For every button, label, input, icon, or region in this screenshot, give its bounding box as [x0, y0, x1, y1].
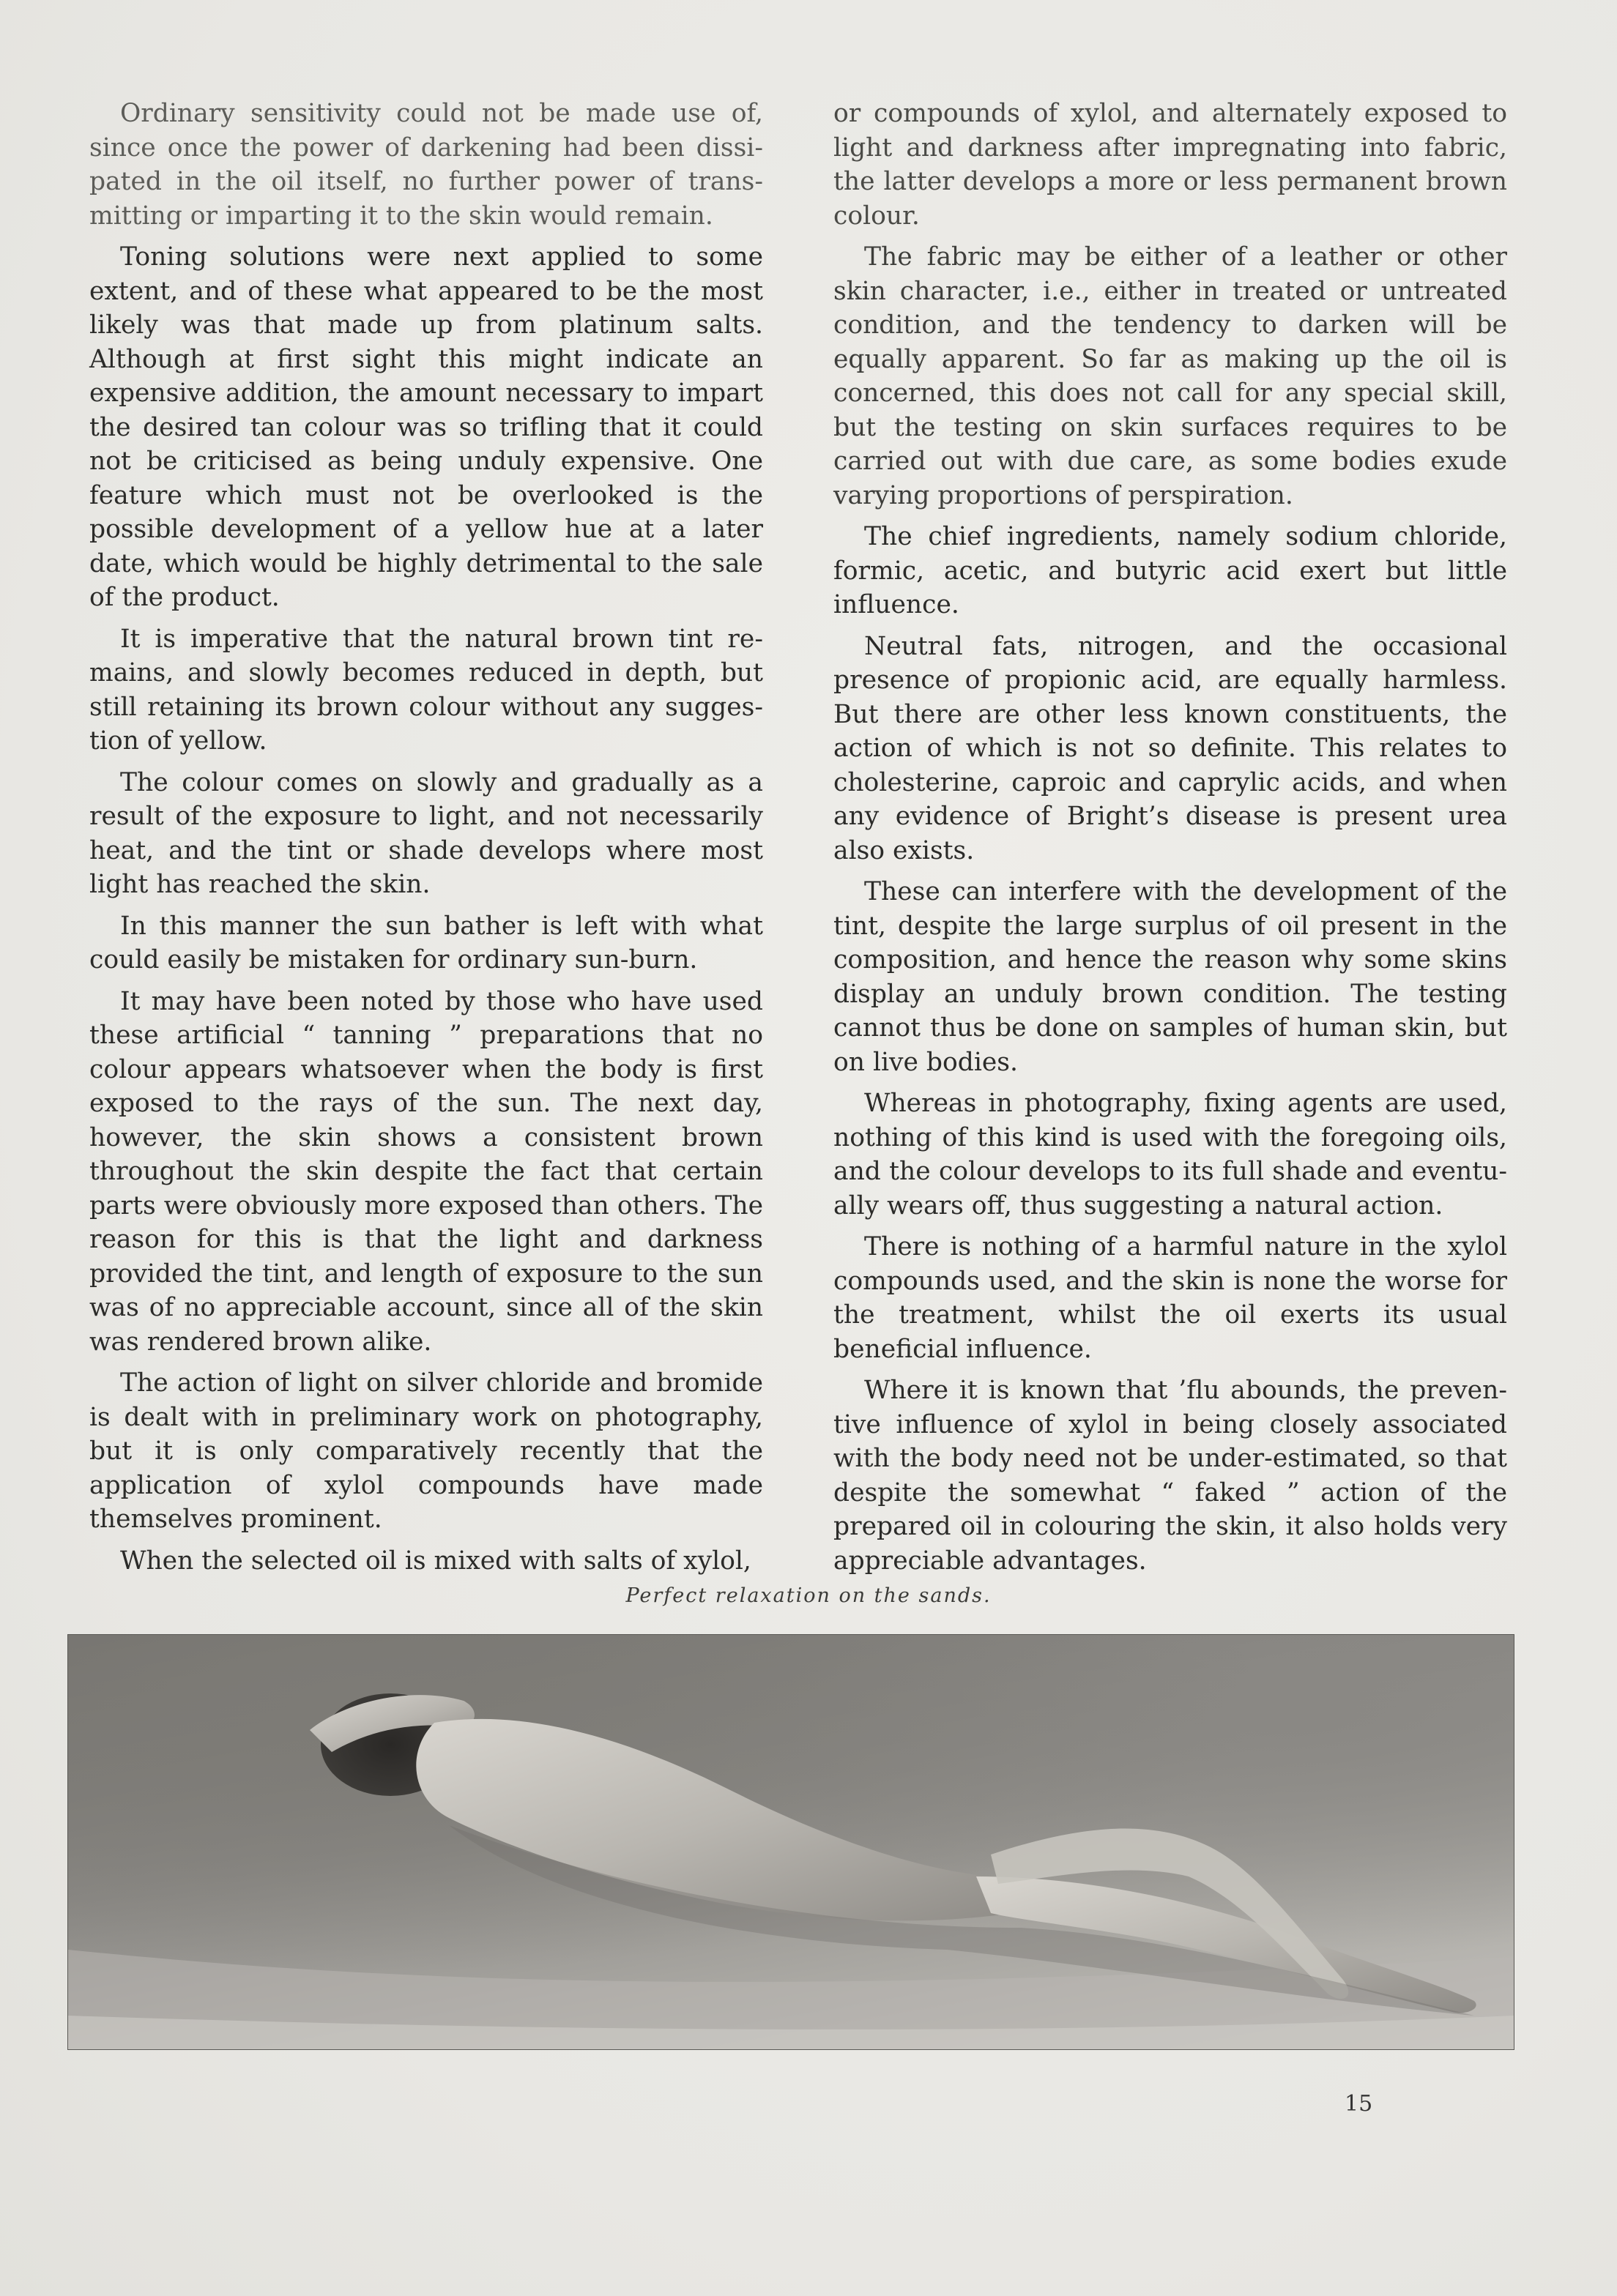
right-text-column — [833, 97, 1507, 1585]
photograph-reclining-figure-on-sand-icon — [68, 1635, 1514, 2049]
photograph — [67, 1634, 1514, 2050]
left-text-column — [89, 97, 763, 1585]
paragraph: These can interfere with the development of the tint, despite the large surplus of oil present in the composition, and hence the reason why some skins display an unduly brown condition. The testing cannot thus be done on samples of human skin, but on live bodies. — [833, 877, 1507, 1077]
paragraph: The action of light on silver chloride and bromide is dealt with in preliminary work on photography, but it is only comparatively recently that the application of xylol compounds have made themselves prominent. — [89, 1368, 763, 1534]
page-number: 15 — [1345, 2091, 1373, 2117]
paragraph: The colour comes on slowly and gradually as a result of the exposure to light, and not necessarily heat, and the tint or shade develops where most light has reached the skin. — [89, 767, 763, 899]
paragraph: Neutral fats, nitrogen, and the occasional presence of propionic acid, are equally harmless. But there are other less known constituents, the action of which is not so definite. This relates to cholesterine, caproic and caprylic acids, and when any evidence of Bright’s disease is present urea also exists. — [833, 631, 1507, 865]
paragraph: Where it is known that ’flu abounds, the preventive influence of xylol in being closely associated with the body need not be under-estimated, so that despite the somewhat “ faked ” action of the prepared oil in colouring the skin, it also holds very appreciable advantages. — [833, 1376, 1507, 1576]
paragraph: It is imperative that the natural brown tint remains, and slowly becomes reduced in depth, but still retaining its brown colour without any suggestion of yellow. — [89, 624, 763, 756]
paragraph: There is nothing of a harmful nature in the xylol compounds used, and the skin is none the worse for the treatment, whilst the oil exerts its usual beneficial influence. — [833, 1232, 1507, 1364]
paragraph: The chief ingredients, namely sodium chloride, formic, acetic, and butyric acid exert but little influence. — [833, 522, 1507, 619]
paragraph: or compounds of xylol, and alternately exposed to light and darkness after impregnating into fabric, the latter develops a more or less permanent brown colour. — [833, 99, 1507, 231]
paragraph: In this manner the sun bather is left with what could easily be mistaken for ordinary sun-burn. — [89, 911, 763, 974]
paragraph: When the selected oil is mixed with salts of xylol, — [120, 1546, 751, 1576]
paragraph: Ordinary sensitivity could not be made use of, since once the power of darkening had been dissipated in the oil itself, no further power of transmitting or imparting it to the skin would remain. — [89, 99, 763, 231]
paragraph: Toning solutions were next applied to some extent, and of these what appeared to be the most likely was that made up from platinum salts. Although at first sight this might indicate an expensive addition, the amount necessary to impart the desired tan colour was so trifling that it could not be criticised as being unduly expensive. One feature which must not be overlooked is the possible development of a yellow hue at a later date, which would be highly detrimental to the sale of the product. — [89, 242, 763, 612]
paragraph: The fabric may be either of a leather or other skin character, i.e., either in treated or untreated condition, and the tendency to darken will be equally apparent. So far as making up the oil is concerned, this does not call for any special skill, but the testing on skin surfaces requires to be carried out with due care, as some bodies exude varying proportions of perspiration. — [833, 242, 1507, 510]
paragraph: It may have been noted by those who have used these artificial “ tanning ” preparations that no colour appears whatsoever when the body is first exposed to the rays of the sun. The next day, however, the skin shows a consistent brown throughout the skin despite the fact that certain parts were obviously more exposed than others. The reason for this is that the light and darkness provided the tint, and length of exposure to the sun was of no appreciable account, since all of the skin was rendered brown alike. — [89, 986, 763, 1357]
paragraph: Whereas in photography, fixing agents are used, nothing of this kind is used with the foregoing oils, and the colour develops to its full shade and eventually wears off, thus suggesting a natural action. — [833, 1089, 1507, 1220]
photo-caption: Perfect relaxation on the sands. — [625, 1584, 992, 1607]
